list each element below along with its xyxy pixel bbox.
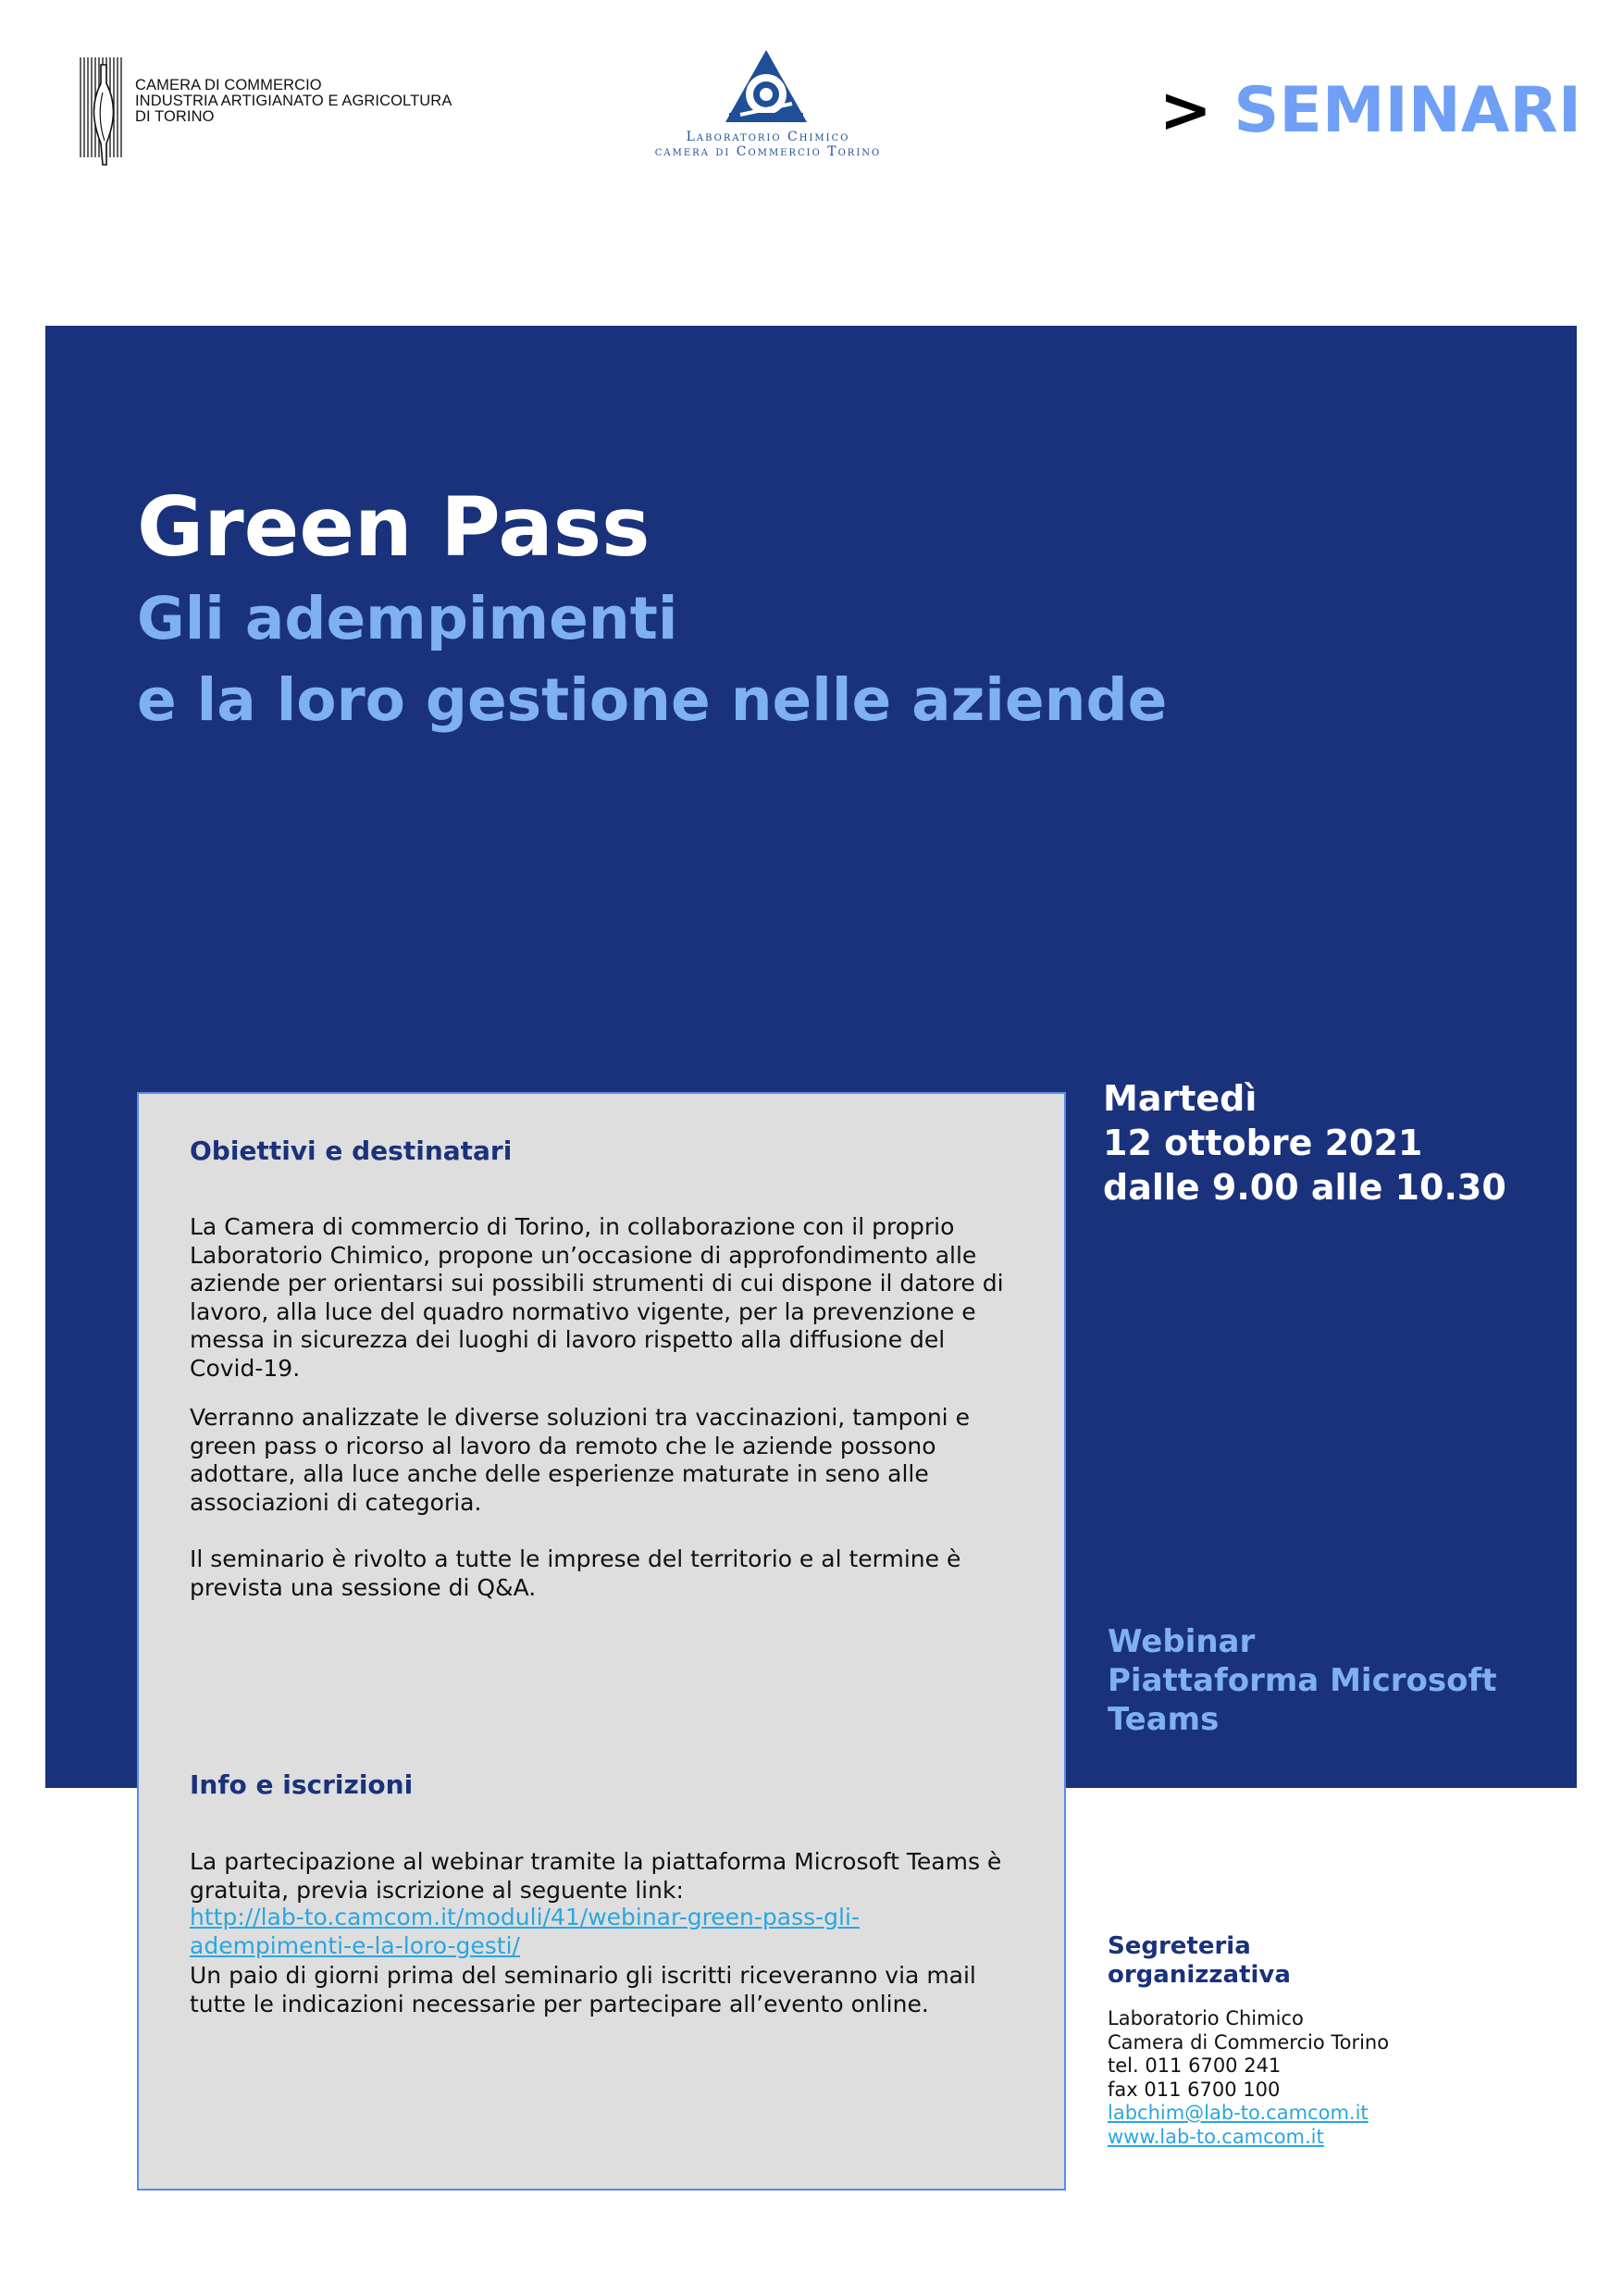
objectives-paragraph-2: Verranno analizzate le diverse soluzioni tra vaccinazioni, tamponi e green pass o ricorso al lavoro da remoto che le aziende possono adottare, alla luce anche delle esperienze maturate in seno alle associazioni di categoria. bbox=[190, 1404, 970, 1516]
page-subtitle: Gli adempimenti e la loro gestione nelle aziende bbox=[137, 585, 1168, 734]
objectives-paragraph-1: La Camera di commercio di Torino, in collaborazione con il proprio Laboratorio Chimico, propone un’occasione di approfondimento alle aziende per orientarsi sui possibili strumenti di cui dispone il datore di lavoro, alla luce del quadro normativo vigente, per la prevenzione e messa in sicurezza dei luoghi di lavoro rispetto alla diffusione del Covid-19. bbox=[190, 1213, 1004, 1382]
lab-chimico-logo bbox=[629, 48, 907, 168]
objectives-heading: Obiettivi e destinatari bbox=[190, 1136, 513, 1166]
lab-chimico-name: Laboratorio Chimico camera di Commercio Torino bbox=[654, 130, 882, 159]
secretariat-contacts: Laboratorio Chimico Camera di Commercio Torino tel. 011 6700 241 fax 011 6700 100 bbox=[1108, 2007, 1390, 2101]
secretariat-links bbox=[1108, 2102, 1369, 2149]
registration-link[interactable]: http://lab-to.camcom.it/moduli/41/webinar-green-pass-gli- adempimenti-e-la-loro-gesti/ bbox=[190, 1904, 860, 1959]
secretariat-heading: Segreteria organizzativa bbox=[1108, 1932, 1291, 1989]
objectives-paragraph-3: Il seminario è rivolto a tutte le imprese del territorio e al termine è prevista una sessione di Q&A. bbox=[190, 1545, 961, 1601]
page-title: Green Pass bbox=[137, 479, 650, 575]
secretariat-website-link[interactable]: www.lab-to.camcom.it bbox=[1108, 2125, 1324, 2148]
mole-antonelliana-icon bbox=[79, 56, 125, 167]
secretariat-email-link[interactable]: labchim@lab-to.camcom.it bbox=[1108, 2102, 1369, 2124]
event-day: Martedì bbox=[1103, 1078, 1258, 1119]
arrow-icon: > bbox=[1158, 74, 1212, 147]
registration-paragraph-1: La partecipazione al webinar tramite la piattaforma Microsoft Teams è gratuita, previa iscrizione al seguente link: bbox=[190, 1848, 1002, 1904]
event-time: dalle 9.00 alle 10.30 bbox=[1103, 1167, 1506, 1208]
event-date: 12 ottobre 2021 bbox=[1103, 1123, 1423, 1163]
cciaa-name: CAMERA DI COMMERCIO INDUSTRIA ARTIGIANATO E AGRICOLTURA DI TORINO bbox=[135, 77, 452, 125]
event-datetime bbox=[1103, 1076, 1506, 1210]
lab-chimico-icon bbox=[722, 48, 811, 130]
info-box bbox=[137, 1092, 1066, 2191]
event-mode: Webinar Piattaforma Microsoft Teams bbox=[1108, 1623, 1497, 1738]
section-label: > SEMINARI bbox=[1158, 74, 1581, 147]
cciaa-logo bbox=[79, 56, 452, 168]
registration-paragraph-2: Un paio di giorni prima del seminario gli iscritti riceveranno via mail tutte le indicazioni necessarie per partecipare all’evento online. bbox=[190, 1962, 976, 2017]
registration-heading: Info e iscrizioni bbox=[190, 1769, 414, 1800]
